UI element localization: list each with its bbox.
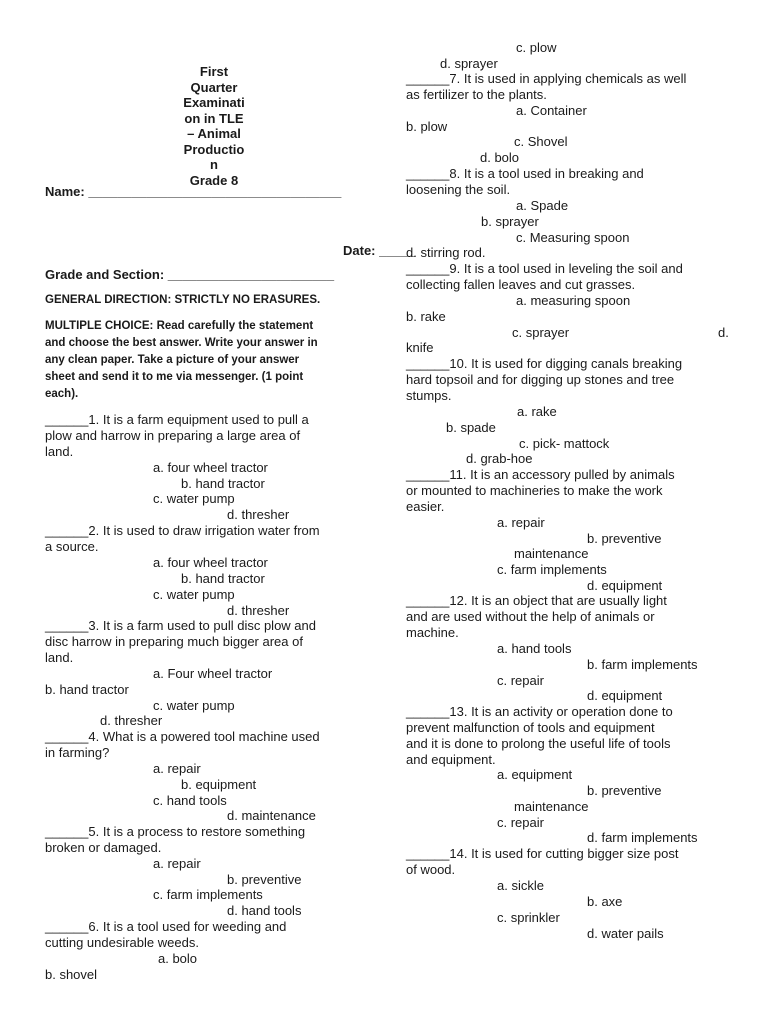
question-12-option: c. repair bbox=[497, 673, 544, 688]
question-10-line: ______10. It is used for digging canals breaking bbox=[406, 356, 683, 371]
question-2-line: ______2. It is used to draw irrigation water from bbox=[45, 523, 320, 538]
question-10-line: stumps. bbox=[406, 388, 452, 403]
question-4-option: b. equipment bbox=[181, 777, 257, 792]
question-2-option: b. hand tractor bbox=[181, 571, 265, 586]
question-8-line: ______8. It is a tool used in breaking and bbox=[406, 166, 644, 181]
question-4-option: d. maintenance bbox=[227, 808, 316, 823]
question-10-option: b. spade bbox=[446, 420, 496, 435]
title-line: Quarter bbox=[190, 79, 238, 95]
question-4-option: c. hand tools bbox=[153, 793, 227, 808]
instruction-line: and choose the best answer. Write your answer in bbox=[45, 337, 318, 349]
question-9-option: b. rake bbox=[406, 309, 446, 324]
question-10-option: c. pick- mattock bbox=[519, 436, 610, 451]
question-10-option: a. rake bbox=[517, 404, 557, 419]
question-12-line: and are used without the help of animals or bbox=[406, 609, 655, 624]
question-14-line: ______14. It is used for cutting bigger size post bbox=[406, 846, 679, 861]
question-1-line: plow and harrow in preparing a large area of bbox=[45, 428, 301, 443]
question-6-option: b. shovel bbox=[45, 967, 98, 982]
question-14-option: d. water pails bbox=[587, 926, 664, 941]
question-11-line: or mounted to machineries to make the work bbox=[406, 483, 663, 498]
question-3-option: b. hand tractor bbox=[45, 682, 129, 697]
date-field-label: Date: _____ bbox=[343, 243, 416, 258]
question-1-option: a. four wheel tractor bbox=[153, 460, 268, 475]
title-line: Grade 8 bbox=[189, 172, 239, 188]
question-12-option: b. farm implements bbox=[587, 657, 698, 672]
question-10-option: d. grab-hoe bbox=[466, 451, 533, 466]
title-line: First bbox=[199, 64, 229, 79]
question-12-line: ______12. It is an object that are usually light bbox=[406, 593, 667, 608]
question-9-line: ______9. It is a tool used in leveling the soil and bbox=[406, 261, 683, 276]
question-7-line: ______7. It is used in applying chemicals as well bbox=[406, 71, 687, 86]
question-7-option: b. plow bbox=[406, 119, 448, 134]
question-4-line: in farming? bbox=[45, 745, 110, 760]
question-12-line: machine. bbox=[406, 625, 459, 640]
question-4-option: a. repair bbox=[153, 761, 201, 776]
question-3-line: ______3. It is a farm used to pull disc plow and bbox=[45, 618, 316, 633]
question-1-line: land. bbox=[45, 444, 74, 459]
question-3-option: c. water pump bbox=[153, 698, 235, 713]
question-13-line: prevent malfunction of tools and equipment bbox=[406, 720, 655, 735]
name-field-label: Name: ___________________________________ bbox=[45, 184, 342, 199]
question-13-line: ______13. It is an activity or operation done to bbox=[406, 704, 673, 719]
question-1-option: d. thresher bbox=[227, 507, 290, 522]
question-1-option: c. water pump bbox=[153, 491, 235, 506]
question-11-option: maintenance bbox=[514, 546, 589, 561]
question-13-option: a. equipment bbox=[497, 767, 573, 782]
instruction-line: any clean paper. Take a picture of your answer bbox=[45, 354, 300, 366]
question-2-option: a. four wheel tractor bbox=[153, 555, 268, 570]
question-5-option: c. farm implements bbox=[153, 887, 263, 902]
question-6-line: cutting undesirable weeds. bbox=[45, 935, 199, 950]
question-10-line: hard topsoil and for digging up stones and tree bbox=[406, 372, 675, 387]
instruction-line: sheet and send it to me via messenger. (1 point bbox=[45, 371, 304, 383]
question-9-option: c. sprayer bbox=[512, 325, 570, 340]
question-8-option: b. sprayer bbox=[481, 214, 539, 229]
question-7-line: as fertilizer to the plants. bbox=[406, 87, 547, 102]
question-3-option: a. Four wheel tractor bbox=[153, 666, 273, 681]
question-3-line: disc harrow in preparing much bigger area of bbox=[45, 634, 303, 649]
question-8-option: a. Spade bbox=[516, 198, 569, 213]
question-12-option: d. equipment bbox=[587, 688, 663, 703]
title-line: Examinati bbox=[183, 95, 245, 110]
question-8-option: d. stirring rod. bbox=[406, 245, 486, 260]
question-11-line: ______11. It is an accessory pulled by animals bbox=[406, 467, 675, 482]
question-2-line: a source. bbox=[45, 539, 99, 554]
question-14-option: b. axe bbox=[587, 894, 623, 909]
instruction-line: MULTIPLE CHOICE: Read carefully the statement bbox=[45, 320, 314, 332]
general-direction: GENERAL DIRECTION: STRICTLY NO ERASURES. bbox=[45, 294, 321, 306]
question-6-option: a. bolo bbox=[158, 951, 198, 966]
grade-section-label: Grade and Section: _______________________ bbox=[45, 267, 335, 282]
title-line: on in TLE bbox=[184, 110, 244, 126]
question-5-option: b. preventive bbox=[227, 872, 302, 887]
question-5-option: d. hand tools bbox=[227, 903, 302, 918]
question-7-option: a. Container bbox=[516, 103, 587, 118]
question-3-line: land. bbox=[45, 650, 74, 665]
question-13-line: and equipment. bbox=[406, 752, 496, 767]
question-13-option: c. repair bbox=[497, 815, 544, 830]
question-13-option: b. preventive bbox=[587, 783, 662, 798]
question-12-option: a. hand tools bbox=[497, 641, 572, 656]
question-14-option: a. sickle bbox=[497, 878, 544, 893]
question-13-option: d. farm implements bbox=[587, 830, 698, 845]
instruction-line: each). bbox=[45, 388, 79, 400]
question-5-line: ______5. It is a process to restore something bbox=[45, 824, 306, 839]
question-8-option: c. Measuring spoon bbox=[516, 230, 630, 245]
question-9-option: d. bbox=[718, 325, 729, 340]
question-14-option: c. sprinkler bbox=[497, 910, 560, 925]
question-2-option: c. water pump bbox=[153, 587, 235, 602]
question-5-option: a. repair bbox=[153, 856, 201, 871]
question-11-option: b. preventive bbox=[587, 531, 662, 546]
question-9-option: a. measuring spoon bbox=[516, 293, 631, 308]
question-7-option: d. bolo bbox=[480, 150, 520, 165]
question-6-option: c. plow bbox=[516, 40, 557, 55]
question-11-line: easier. bbox=[406, 499, 445, 514]
question-14-line: of wood. bbox=[406, 862, 456, 877]
question-9-line: collecting fallen leaves and cut grasses. bbox=[406, 277, 636, 292]
question-6-line: ______6. It is a tool used for weeding and bbox=[45, 919, 287, 934]
question-13-line: and it is done to prolong the useful life of tools bbox=[406, 736, 671, 751]
question-7-option: c. Shovel bbox=[514, 134, 568, 149]
title-line: Productio bbox=[183, 141, 245, 157]
title-line: – Animal bbox=[187, 126, 241, 141]
question-8-line: loosening the soil. bbox=[406, 182, 511, 197]
question-2-option: d. thresher bbox=[227, 603, 290, 618]
question-3-option: d. thresher bbox=[100, 713, 163, 728]
question-11-option: a. repair bbox=[497, 515, 545, 530]
question-6-option: d. sprayer bbox=[440, 56, 498, 71]
question-1-line: ______1. It is a farm equipment used to pull a bbox=[45, 412, 309, 427]
question-13-option: maintenance bbox=[514, 799, 589, 814]
question-11-option: d. equipment bbox=[587, 578, 663, 593]
question-5-line: broken or damaged. bbox=[45, 840, 162, 855]
question-1-option: b. hand tractor bbox=[181, 476, 265, 491]
exam-title bbox=[160, 64, 268, 188]
question-4-line: ______4. What is a powered tool machine used bbox=[45, 729, 320, 744]
question-9-option: knife bbox=[406, 340, 434, 355]
question-11-option: c. farm implements bbox=[497, 562, 607, 577]
title-line: n bbox=[210, 157, 218, 172]
